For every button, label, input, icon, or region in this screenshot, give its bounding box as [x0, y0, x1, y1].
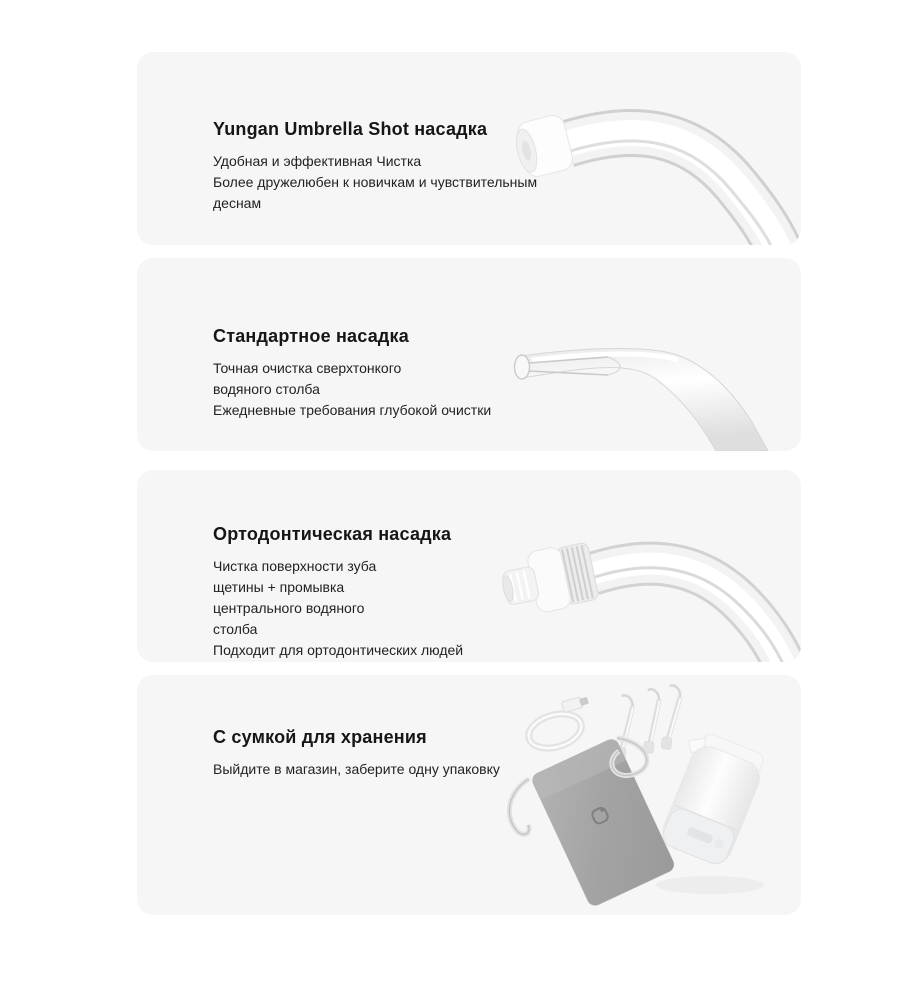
card-title: С сумкой для хранения [213, 727, 427, 747]
card-description-line: Подходит для ортодонтических людей [213, 642, 464, 658]
feature-card-orthodontic-nozzle [137, 470, 801, 662]
feature-card-storage-bag [137, 675, 801, 915]
card-text-block [213, 118, 565, 214]
device-shadow [656, 876, 764, 894]
feature-card-umbrella-nozzle [137, 52, 801, 245]
card-description-line: Чистка поверхности зуба щетины + промывка центрального водяного столба [213, 558, 377, 637]
card-text-block [213, 726, 500, 780]
card-text-block [213, 523, 463, 661]
card-title: Стандартное насадка [213, 326, 409, 346]
card-title: Ортодонтическая насадка [213, 524, 452, 544]
usb-cable [522, 695, 598, 754]
card-description-line: Более дружелюбен к новичкам и чувствительным деснам [213, 174, 538, 211]
card-text-block [213, 325, 491, 421]
spare-nozzles [615, 685, 682, 760]
feature-card-standard-nozzle [137, 258, 801, 451]
card-description-line: Удобная и эффективная Чистка [213, 153, 422, 169]
standard-nozzle-image [500, 330, 801, 451]
card-description-line: Ежедневные требования глубокой очистки [213, 402, 492, 418]
orthodontic-nozzle-image [500, 540, 801, 662]
card-description-line: Выйдите в магазин, заберите одну упаковку [213, 761, 500, 777]
storage-kit-image [505, 683, 795, 911]
card-description-line: Точная очистка сверхтонкого водяного столба [213, 360, 402, 397]
card-title: Yungan Umbrella Shot насадка [213, 119, 488, 139]
storage-bag [530, 737, 676, 908]
